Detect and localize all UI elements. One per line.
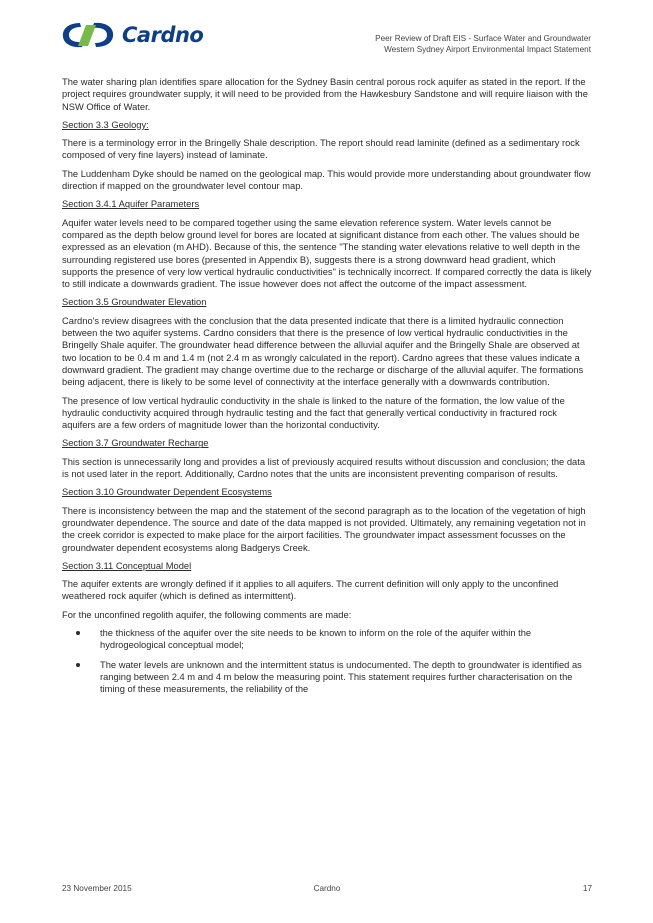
section-geology (62, 119, 592, 192)
section-groundwater-elevation (62, 296, 592, 431)
page-number: 17 (582, 884, 592, 893)
footer-company: Cardno (313, 884, 341, 893)
intro-paragraph: The water sharing plan identifies spare allocation for the Sydney Basin central porous rock aquifer as stated in the report. If the project requires groundwater supply, it will need to be provided from the Hawkesbury Sandstone and will require liaison with the NSW Office of Water. (62, 77, 588, 112)
paragraph: This section is unnecessarily long and provides a list of previously acquired results without discussion and conclusion; the data is not used later in the report. Additionally, Cardno notes that the units are inconsistent preventing comparison of results. (62, 456, 586, 480)
section-heading: Section 3.5 Groundwater Elevation (62, 297, 207, 308)
footer-date: 23 November 2015 (62, 884, 132, 893)
section-heading: Section 3.10 Groundwater Dependent Ecosystems (62, 487, 272, 498)
section-heading: Section 3.11 Conceptual Model (62, 560, 192, 571)
section-heading: Section 3.3 Geology: (62, 119, 149, 130)
cardno-logo-mark-icon (60, 20, 116, 50)
section-groundwater-dependent-ecosystems (62, 486, 592, 553)
section-groundwater-recharge (62, 437, 592, 480)
bullet-list (62, 627, 592, 695)
document-title-block (375, 33, 591, 55)
section-heading: Section 3.4.1 Aquifer Parameters (62, 199, 200, 210)
paragraph: Cardno's review disagrees with the conclusion that the data presented indicate that there is a limited hydraulic connection between the two aquifer systems. Cardno considers that there is the presence of low vertical hydraulic conductivities in the Bringelly Shale aquifer. The groundwater head difference between the alluvial aquifer and the Bringelly Shale are observed at two location to be 0.4 m and 1.4 m (not 2.4 m as wrongly calculated in the report). Cardno agrees that these values indicate a downward gradient. The gradient may change overtime due to the recharge or discharge of the alluvial aquifer. The formations being adjacent, there is likely to be some level of connectivity at the interface generally with a downwards contribution. (62, 315, 584, 388)
list-item: The water levels are unknown and the intermittent status is undocumented. The depth to groundwater is identified as ranging between 2.4 m and 4 m below the measuring point. This statement requires further characterisation on the timing of these measurements, the reliability of the (62, 659, 592, 696)
page-footer (62, 884, 592, 898)
section-heading: Section 3.7 Groundwater Recharge (62, 438, 209, 449)
document-body (62, 76, 592, 702)
list-item: the thickness of the aquifer over the site needs to be known to inform on the role of the aquifer within the hydrogeological conceptual model; (62, 627, 592, 652)
logo-wordmark: Cardno (122, 23, 204, 47)
document-title-line-2: Western Sydney Airport Environmental Impact Statement (384, 45, 591, 54)
section-aquifer-parameters (62, 198, 592, 290)
paragraph: There is inconsistency between the map and the statement of the second paragraph as to the location of the vegetation of high groundwater dependence. The source and date of the data mapped is not provided. Ultimately, any remaining vegetation not in the creek corridor is expected to make place for the airport facilities. The groundwater impact assessment focusses on the groundwater dependent ecosystems along Badgerys Creek. (62, 505, 586, 553)
paragraph: Aquifer water levels need to be compared together using the same elevation reference system. Water levels cannot be compared as the depth below ground level for bores are located at significant distance from each other. The values should be expressed as an elevation (m AHD). Because of this, the sentence "The standing water elevations relative to well depth in the surrounding registered use bores (presented in Appendix B), suggests there is a strong downward head gradient, which supports the presence of very low vertical hydraulic conductivities" is technically incorrect. If compared correctly the data is likely to still indicate a downwards gradient. The issue however does not affect the outcome of the impact assessment. (62, 217, 592, 290)
paragraph: There is a terminology error in the Bringelly Shale description. The report should read laminite (defined as a sedimentary rock composed of very fine layers) instead of laminate. (62, 138, 580, 161)
document-title-line-1: Peer Review of Draft EIS - Surface Water and Groundwater (375, 34, 591, 43)
paragraph: The aquifer extents are wrongly defined if it applies to all aquifers. The current definition will only apply to the unconfined weathered rock aquifer (which is defined as intermittent). (62, 579, 559, 602)
page-header (0, 0, 653, 60)
paragraph: The Luddenham Dyke should be named on the geological map. This would provide more understanding about groundwater flow direction if mapped on the groundwater level contour map. (62, 168, 591, 192)
paragraph: The presence of low vertical hydraulic conductivity in the shale is linked to the nature of the formation, the low value of the hydraulic conductivity acquired through hydraulic testing and the fact that generally vertical conductivity in fractured rock aquifers are a few orders of magnitude lower than the horizontal conductivity. (62, 395, 565, 431)
paragraph: For the unconfined regolith aquifer, the following comments are made: (62, 609, 352, 620)
section-conceptual-model (62, 560, 592, 696)
cardno-logo (60, 20, 203, 50)
